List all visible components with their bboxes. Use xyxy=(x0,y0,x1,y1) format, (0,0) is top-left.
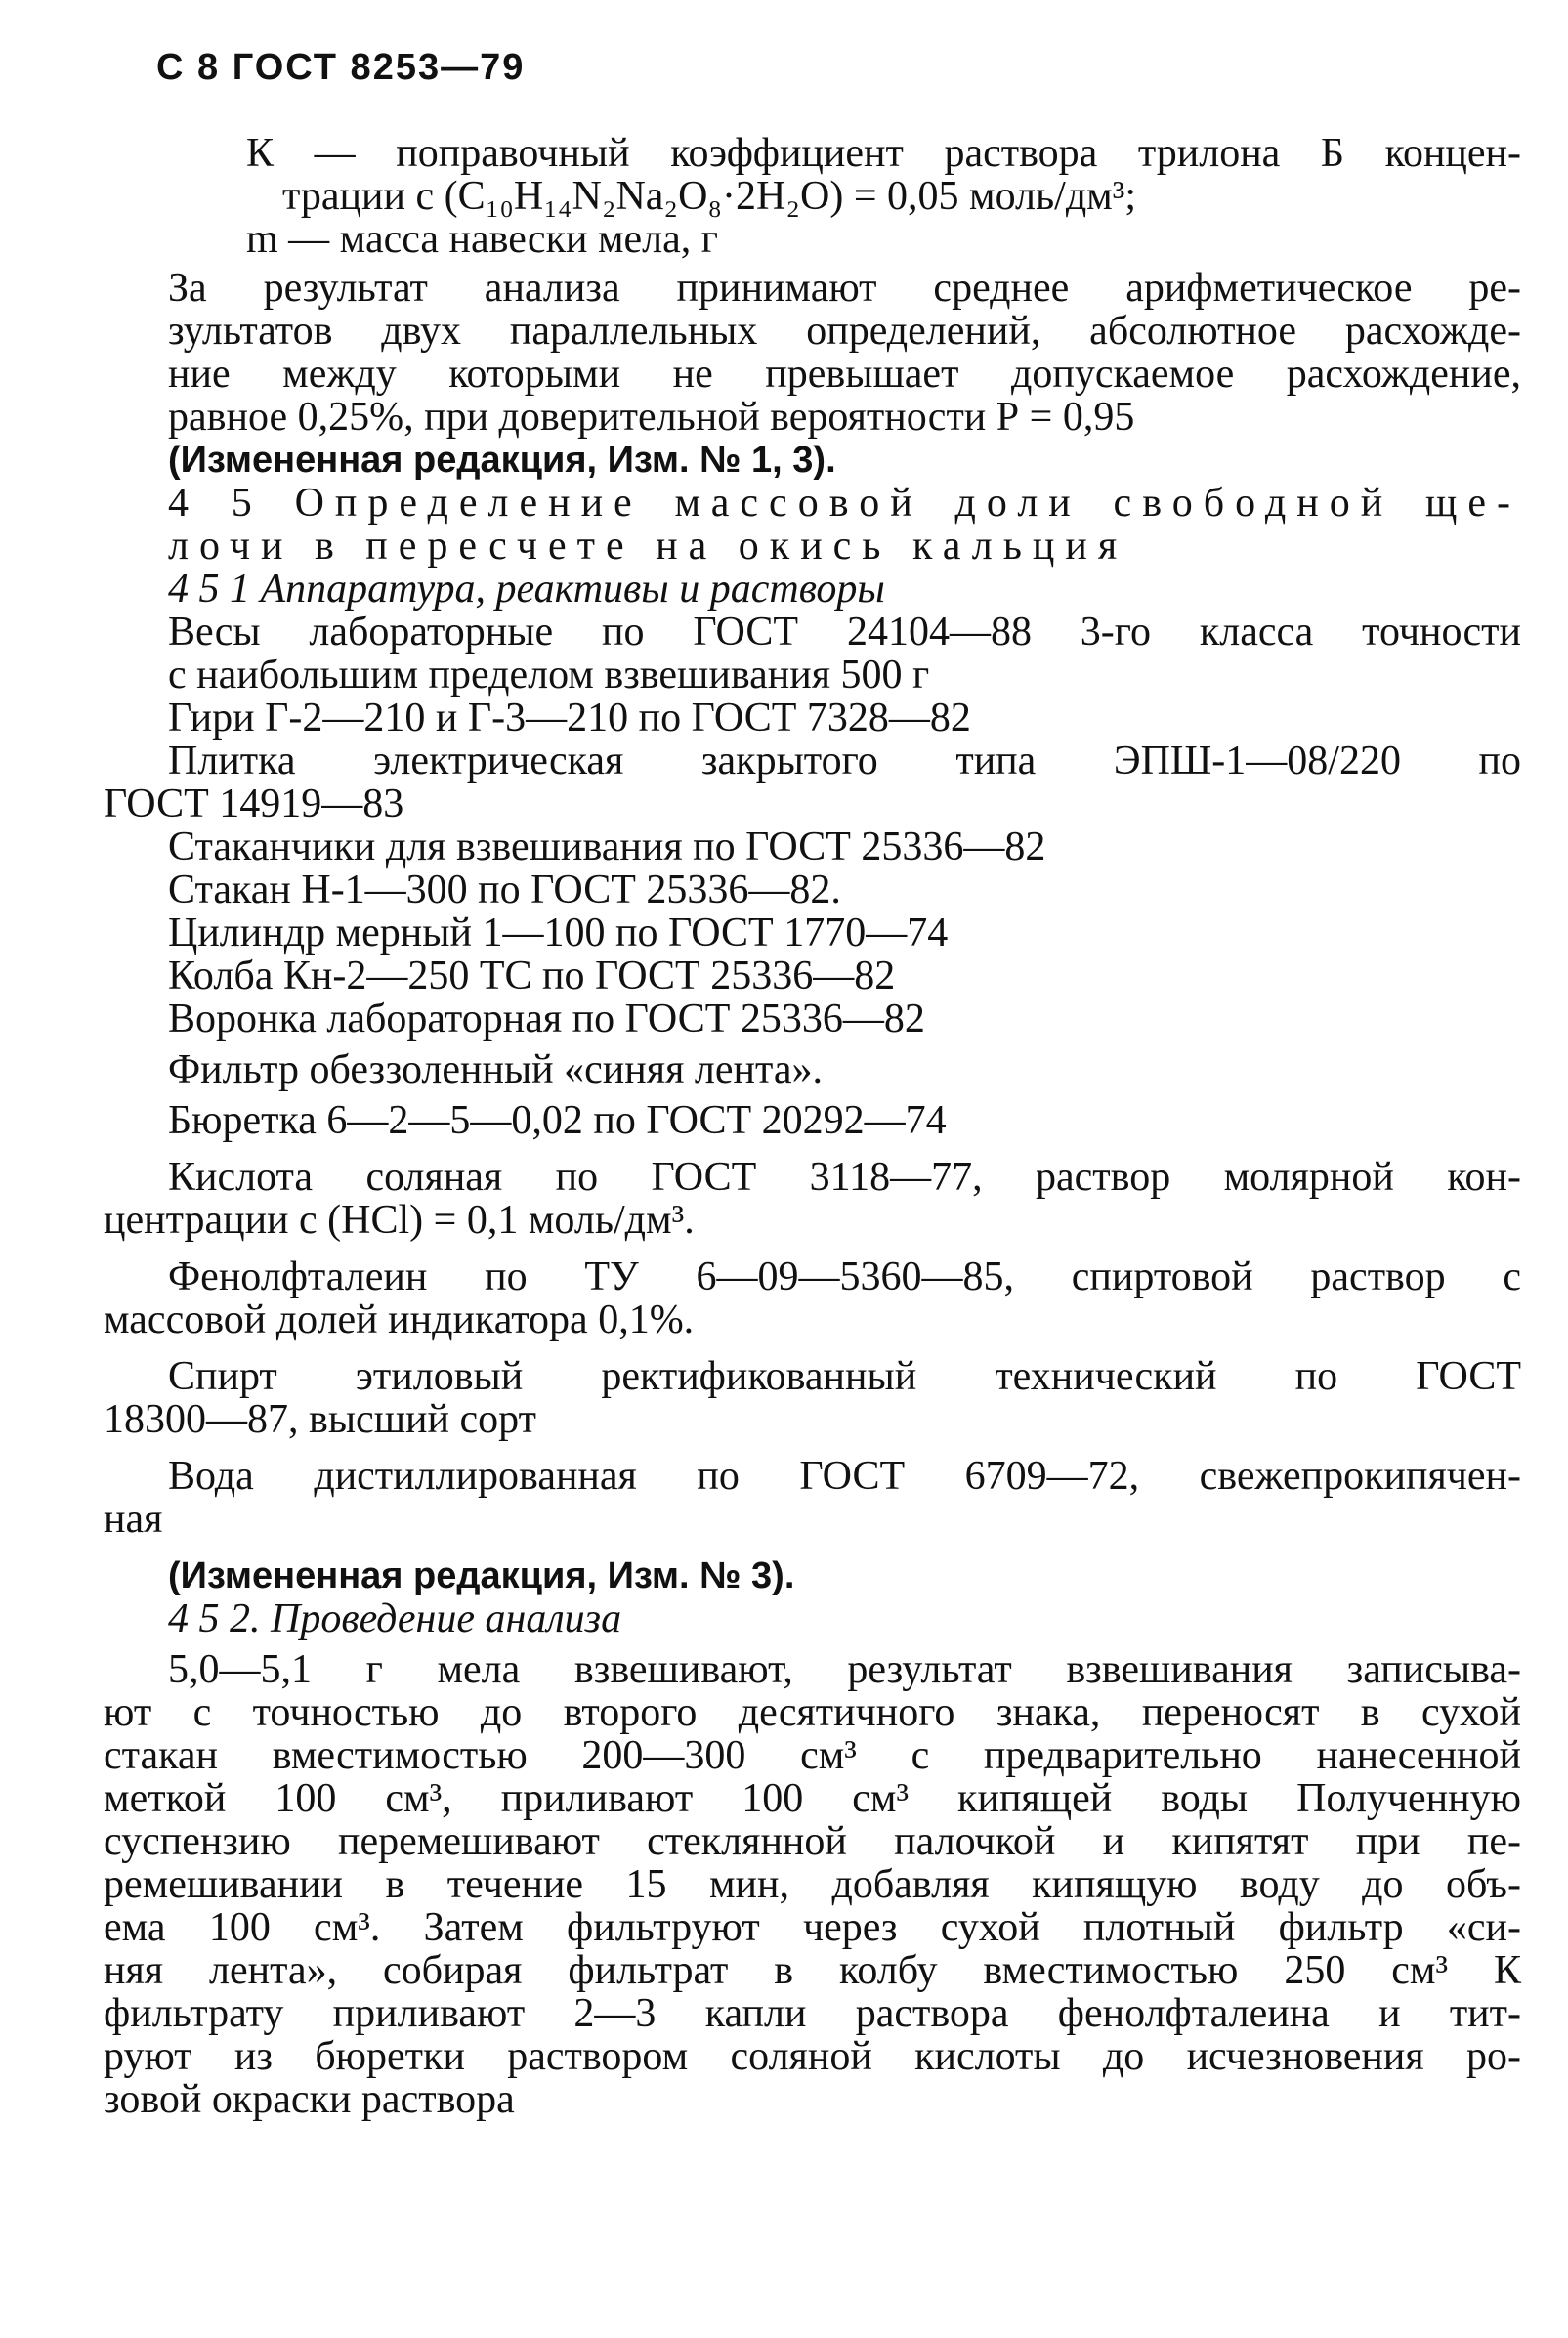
text-line: Стаканчики для взвешивания по ГОСТ 25336—82 xyxy=(168,825,1046,870)
text-line: суспензию перемешивают стеклянной палочкой и кипятят при пе- xyxy=(104,1819,1521,1864)
text-line: Кислота соляная по ГОСТ 3118—77, раствор молярной кон- xyxy=(168,1155,1521,1200)
text-line: ремешивании в течение 15 мин, добавляя кипящую воду до объ- xyxy=(104,1862,1521,1907)
text-line: меткой 100 см³, приливают 100 см³ кипящей воды Полученную xyxy=(104,1776,1521,1821)
text-line: Воронка лабораторная по ГОСТ 25336—82 xyxy=(168,997,925,1041)
text-line: Цилиндр мерный 1—100 по ГОСТ 1770—74 xyxy=(168,911,949,956)
text-line: руют из бюретки раствором соляной кислоты до исчезновения ро- xyxy=(104,2034,1521,2079)
section-heading: 4 5 Определение массовой доли свободной ще- xyxy=(168,481,1521,526)
text-line: Спирт этиловый ректификованный технический по ГОСТ xyxy=(168,1354,1521,1399)
page-header: С 8 ГОСТ 8253—79 xyxy=(156,47,526,88)
section-heading: лочи в пересчете на окись кальция xyxy=(168,524,1128,569)
amendment-note: (Измененная редакция, Изм. № 3). xyxy=(168,1555,795,1596)
text-line: равное 0,25%, при доверительной вероятности Р = 0,95 xyxy=(168,395,1135,440)
text-line: Весы лабораторные по ГОСТ 24104—88 3-го класса точности xyxy=(168,610,1521,655)
text-line: стакан вместимостью 200—300 см³ с предварительно нанесенной xyxy=(104,1733,1521,1778)
text-line: зовой окраски раствора xyxy=(104,2077,515,2122)
text-line: ГОСТ 14919—83 xyxy=(104,782,404,827)
text-line: ют с точностью до второго десятичного знака, переносят в сухой xyxy=(104,1690,1521,1735)
text-line: с наибольшим пределом взвешивания 500 г xyxy=(168,653,930,698)
text-line: зультатов двух параллельных определений, абсолютное расхожде- xyxy=(168,309,1521,354)
text-line: ная xyxy=(104,1497,163,1542)
text-line: За результат анализа принимают среднее арифметическое ре- xyxy=(168,266,1521,311)
text-line: массовой долей индикатора 0,1%. xyxy=(104,1297,695,1342)
text-line: фильтрату приливают 2—3 капли раствора фенолфталеина и тит- xyxy=(104,1991,1521,2036)
text-line: трации с (C₁₀H₁₄N₂Na₂O₈·2H₂O) = 0,05 моль/дм³; xyxy=(282,174,1137,219)
text-line: центрации с (HCl) = 0,1 моль/дм³. xyxy=(104,1198,695,1243)
text-line: 5,0—5,1 г мела взвешивают, результат взвешивания записыва- xyxy=(168,1647,1521,1692)
text-line: ние между которыми не превышает допускаемое расхождение, xyxy=(168,352,1521,397)
text-line: m — масса навески мела, г xyxy=(246,217,718,262)
text-line: Стакан Н-1—300 по ГОСТ 25336—82. xyxy=(168,868,841,913)
text-line: Колба Кн-2—250 ТС по ГОСТ 25336—82 xyxy=(168,954,896,999)
text-line: няя лента», собирая фильтрат в колбу вместимостью 250 см³ К xyxy=(104,1948,1521,1993)
text-line: ема 100 см³. Затем фильтруют через сухой плотный фильтр «си- xyxy=(104,1905,1521,1950)
document-body xyxy=(104,131,1521,2122)
text-line: К — поправочный коэффициент раствора трилона Б концен- xyxy=(246,131,1521,176)
subsection-heading: 4 5 1 Аппаратура, реактивы и растворы xyxy=(168,567,885,612)
subsection-heading: 4 5 2. Проведение анализа xyxy=(168,1596,622,1641)
text-line: Бюретка 6—2—5—0,02 по ГОСТ 20292—74 xyxy=(168,1098,947,1143)
amendment-note: (Измененная редакция, Изм. № 1, 3). xyxy=(168,440,836,481)
text-line: Фенолфталеин по ТУ 6—09—5360—85, спиртовой раствор с xyxy=(168,1254,1521,1299)
text-line: Фильтр обеззоленный «синяя лента». xyxy=(168,1047,823,1092)
text-line: Вода дистиллированная по ГОСТ 6709—72, свежепрокипячен- xyxy=(168,1454,1521,1499)
text-line: Плитка электрическая закрытого типа ЭПШ-1—08/220 по xyxy=(168,739,1521,784)
text-line: Гири Г-2—210 и Г-3—210 по ГОСТ 7328—82 xyxy=(168,696,971,741)
text-line: 18300—87, высший сорт xyxy=(104,1397,536,1442)
